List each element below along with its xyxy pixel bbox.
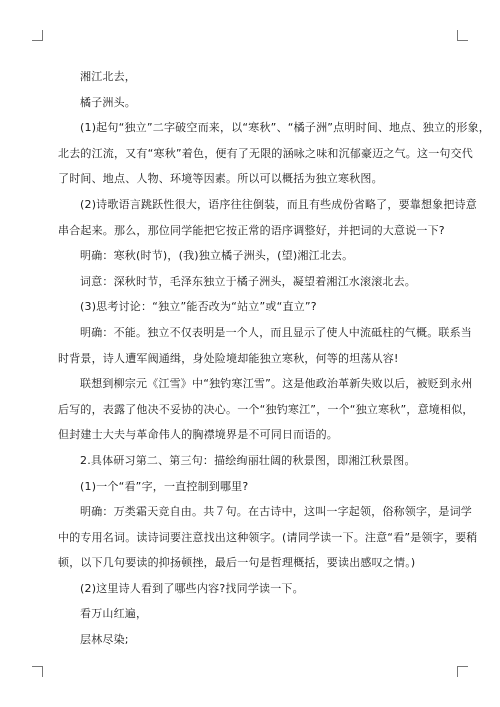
text-line: 后写的，表露了他决不妥协的决心。一个“独钓寒江”，一个“独立寒秋”，意境相似， — [58, 402, 474, 416]
text-line: 串合起来。那么，那位同学能把它按正常的语序调整好，并把词的大意说一下? — [58, 223, 445, 237]
text-line: 词意：深秋时节，毛泽东独立于橘子洲头，凝望着湘江水滚滚北去。 — [80, 274, 416, 288]
crop-mark-bottom-left — [32, 666, 43, 677]
text-line: (2)诗歌语言跳跃性很大，语序往往倒装，而且有些成份省略了，要靠想象把诗意 — [80, 197, 477, 211]
text-line: 明确：不能。独立不仅表明是一个人，而且显示了使人中流砥柱的气概。联系当 — [80, 325, 472, 339]
crop-mark-top-left — [32, 30, 43, 41]
text-line: (2)这里诗人看到了哪些内容?找同学读一下。 — [80, 581, 304, 595]
text-line: 湘江北去， — [80, 70, 136, 83]
text-line: (1)起句“独立”二字破空而来，以“寒秋”、“橘子洲”点明时间、地点、独立的形象， — [80, 121, 490, 135]
text-line: 层林尽染; — [80, 633, 129, 647]
text-line: (1)一个“看”字，一直控制到哪里? — [80, 479, 249, 493]
text-line: 联想到柳宗元《江雪》中“独钓寒江雪”。这是他政治革新失败以后，被贬到永州 — [80, 377, 473, 391]
text-line: 中的专用名词。读诗词要注意找出这种领字。(请同学读一下。注意“看”是领字，要稍 — [58, 530, 478, 544]
text-line: 时背景，诗人遭军阀通缉，身处险境却能独立寒秋，何等的坦荡从容! — [58, 351, 399, 365]
text-line: 明确：万类霜天竞自由。共７句。在古诗中，这叫一字起领，俗称领字，是词学 — [80, 505, 472, 519]
text-line: 橘子洲头。 — [80, 95, 136, 109]
text-line: 顿，以下几句要读的抑扬顿挫，最后一句是哲理概括，要读出感叹之情。) — [58, 556, 416, 570]
text-line: 但封建士大夫与革命伟人的胸襟境界是不可同日而语的。 — [58, 428, 338, 442]
text-line: (3)思考讨论：“独立”能否改为“站立”或“直立”? — [80, 300, 317, 314]
text-line: 了时间、地点、人物、环境等因素。所以可以概括为独立寒秋图。 — [58, 172, 383, 186]
text-line: 看万山红遍， — [80, 607, 148, 621]
crop-mark-top-right — [457, 30, 468, 41]
text-line: 2.具体研习第二、第三句：描绘绚丽壮阔的秋景图，即湘江秋景图。 — [80, 453, 416, 467]
crop-mark-bottom-right — [457, 666, 468, 677]
text-line: 明确：寒秋(时节)，(我)独立橘子洲头，(望)湘江北去。 — [80, 249, 354, 263]
text-line: 北去的江流，又有“寒秋”着色，便有了无限的涵咏之味和沉郁豪迈之气。这一句交代 — [58, 146, 473, 160]
document-body — [58, 64, 490, 653]
